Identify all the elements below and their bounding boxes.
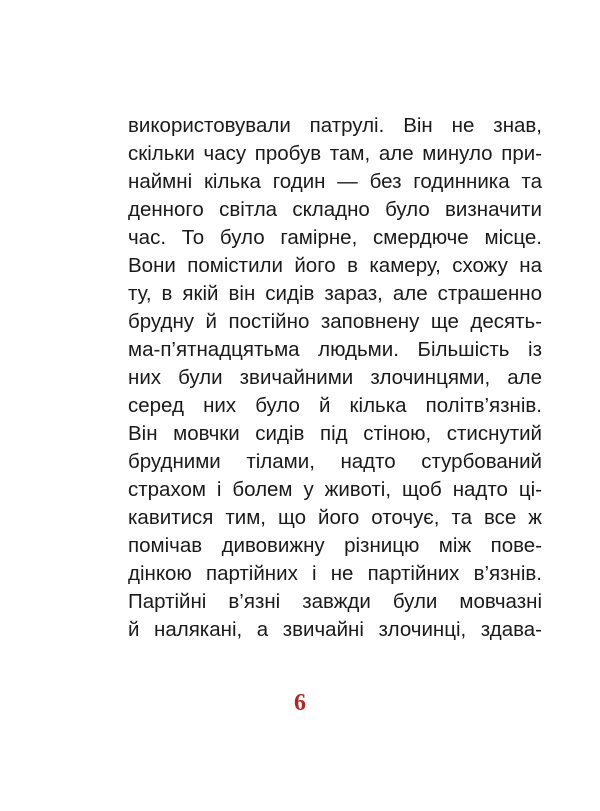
text-line: Партійні в’язні завжди були мовчазні: [128, 590, 542, 613]
text-line: використовували патрулі. Він не знав,: [128, 114, 542, 137]
text-line: скільки часу пробув там, але минуло при-: [128, 142, 542, 165]
text-line: Він мовчки сидів під стіною, стиснутий: [128, 422, 542, 445]
text-line: помічав дивовижну різницю між пове-: [128, 534, 542, 557]
text-line: страхом і болем у животі, щоб надто ці-: [128, 478, 542, 501]
text-line: серед них було й кілька політв’язнів.: [128, 394, 542, 417]
text-line: й налякані, а звичайні злочинці, здава-: [128, 618, 542, 641]
text-line: час. То було гамірне, смердюче місце.: [128, 226, 542, 249]
text-line: денного світла складно було визначити: [128, 198, 542, 221]
text-line: них були звичайними злочинцями, але: [128, 366, 542, 389]
text-line: наймні кілька годин — без годинника та: [128, 170, 542, 193]
body-text: [128, 112, 542, 644]
text-line: дінкою партійних і не партійних в’язнів.: [128, 562, 542, 585]
text-line: брудними тілами, надто стурбований: [128, 450, 542, 473]
text-line: ту, в якій він сидів зараз, але страшенно: [128, 282, 542, 305]
text-line: брудну й постійно заповнену ще десять-: [128, 310, 542, 333]
text-line: Вони помістили його в камеру, схожу на: [128, 254, 542, 277]
text-line: ма-п’ятнадцятьма людьми. Більшість із: [128, 338, 542, 361]
page-number: 6: [294, 690, 306, 716]
text-line: кавитися тим, що його оточує, та все ж: [128, 506, 542, 529]
